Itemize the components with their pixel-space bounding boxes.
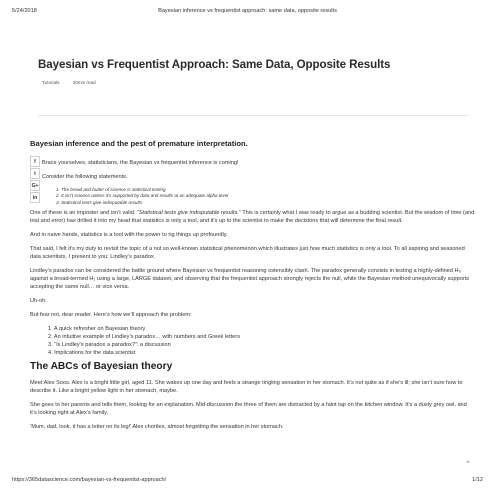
paragraph-parents: She goes to her parents and tells them, looking for an explanation. Mid-discussion the three of them are distracted by a faint tap on the kitchen window. It’s a dusty grey owl, and it’s looking right at Alex’s family. (30, 401, 467, 416)
header-divider (38, 115, 469, 116)
paragraph-mum: ‘Mum, dad, look, it has a letter on its leg!’ Alex chortles, almost forgetting the sensation in her stomach. (30, 423, 284, 430)
print-url: https://365datascience.com/bayesian-vs-frequentist-approach/ (12, 477, 167, 483)
scroll-up-icon[interactable]: ⌃ (465, 461, 471, 468)
paragraph-brace: Brace yourselves, statisticians, the Bayesian vs frequentist inference is coming! (42, 160, 239, 167)
paragraph-consider: Consider the following statements. (42, 174, 128, 180)
paragraph-alex: Meet Alex Soos. Alex is a bright little girl, aged 11. She wakes up one day and feels a strange tingling sensation in her stomach. It’s not quite as if she’s ill; she isn’t sure how to describe it. Like a bright yellow light in her stomach, maybe. (30, 379, 463, 394)
paragraph-uhoh: Uh-oh. (30, 298, 47, 305)
share-bar (30, 156, 40, 204)
page-number: 1/12 (472, 477, 483, 483)
list-item: 2. An intuitive example of Lindley’s paradox… with numbers and Greek letters (48, 333, 241, 340)
imposter-quote: Statistical tests give indisputable results. (138, 210, 239, 217)
article-title: Bayesian vs Frequentist Approach: Same Data, Opposite Results (38, 58, 391, 71)
category-link[interactable]: Tutorials (42, 80, 60, 85)
article-body (30, 140, 475, 436)
facebook-share-button[interactable]: f (30, 156, 40, 167)
intro-heading: Bayesian inference and the pest of premature interpretation. (30, 139, 248, 148)
list-item: 3. Statistical tests give indisputable results (56, 199, 143, 205)
paragraph-duty: That said, I felt it’s my duty to revisit the topic of a not so well-known statistical phenomenon which illustrates just how much statistics is only a tool. To all aspiring and seasoned data scientists, I present to you: Lindley’s paradox. (30, 245, 465, 261)
linkedin-share-button[interactable]: in (30, 192, 40, 203)
statements-list (56, 187, 475, 206)
list-item: 3. “Is Lindley’s paradox a paradox?”: a discussion (48, 342, 171, 349)
section-heading: The ABCs of Bayesian theory (30, 361, 173, 373)
article-meta (42, 80, 108, 85)
googleplus-share-button[interactable]: G+ (30, 180, 40, 191)
plan-list (48, 325, 475, 358)
imposter-text-a: One of these is an imposter and isn’t valid. “ (30, 210, 139, 217)
print-document-title: Bayesian inference vs frequentist approach: same data, opposite results (158, 8, 337, 14)
list-item: 1. A quick refresher on Bayesian theory (48, 325, 146, 332)
twitter-share-button[interactable]: t (30, 168, 40, 179)
paragraph-imposter (30, 209, 475, 225)
paragraph-fear: But fear not, dear reader. Here’s how we’ll approach the problem: (30, 311, 192, 318)
print-header (12, 8, 483, 18)
paragraph-tool: And in naive hands, statistics is a tool with the power to rig things up profoundly. (30, 232, 228, 239)
imposter-text-b: ” This is certainly what I was ready to argue as a budding scientist. But the wisdom of time (and trial and error) has drilled it into my head that statistics is only a tool, and it’s up to the scientist to make the decisions that will determine the final result. (30, 210, 475, 225)
paragraph-lindley: Lindley’s paradox can be considered the battle ground where Bayesian vs frequentist reasoning ostensibly clash. The paradox generally consists in testing a highly-defined H₀ against a broad-termed H₁ using a large, LARGE dataset, and observing that the frequentist approach strongly rejects the null, while the Bayesian method unequivocally supports accepting the same null… or vice versa. (30, 267, 470, 291)
list-item: 2. It isn’t science unless it’s supported by data and results at an adequate alpha level (56, 193, 229, 199)
read-time: 20min read (72, 80, 96, 85)
list-item: 4. Implications for the data scientist (48, 350, 136, 357)
dot-separator (30, 152, 475, 158)
print-date: 5/24/2018 (12, 8, 37, 14)
list-item: 1. The bread and butter of science is statistical testing (56, 186, 166, 192)
print-footer (12, 477, 483, 487)
